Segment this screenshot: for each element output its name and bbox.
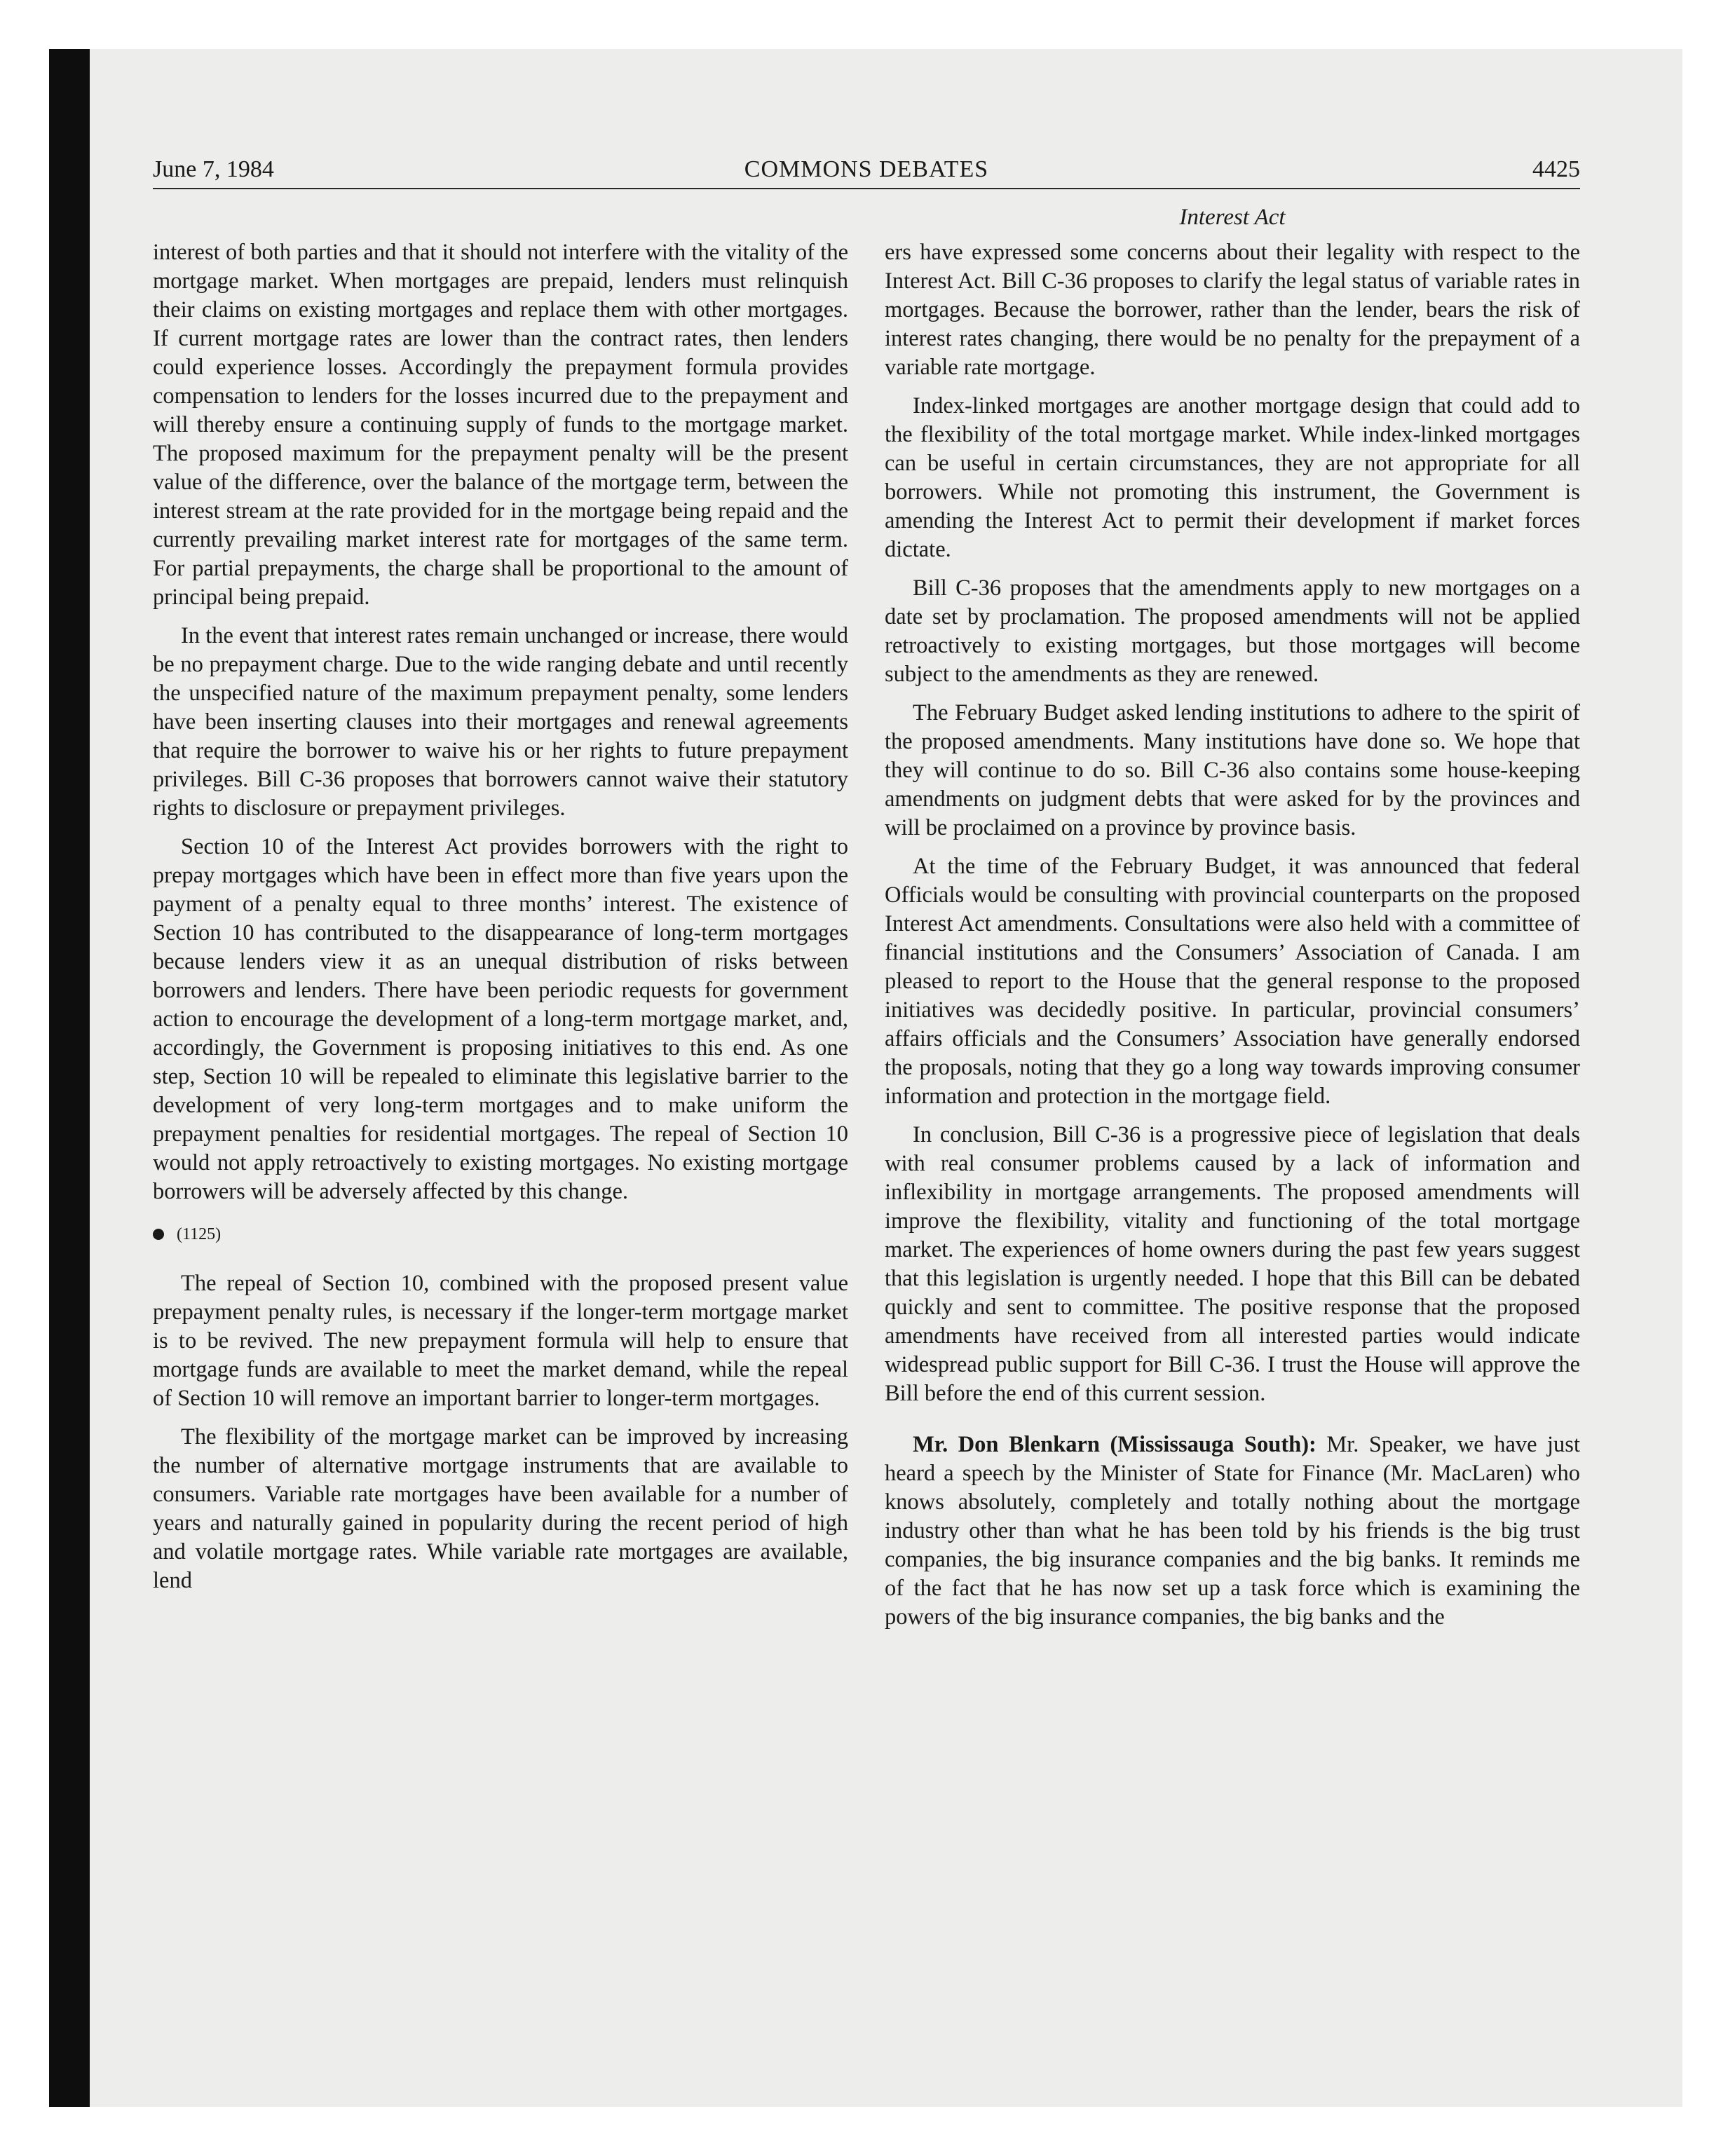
paragraph: The repeal of Section 10, combined with the proposed present value prepayment penalty rules, is necessary if the longer-term mortgage market is to be revived. The new prepayment formula will help to ensure that mortgage funds are available to meet the market demand, while the repeal of Section 10 will remove an important barrier to longer-term mortgages. — [153, 1271, 848, 1411]
paragraph: The February Budget asked lending institutions to adhere to the spirit of the proposed amendments. Many institutions have done so. We hope that they will continue to do so. Bill C-36 also contains some house-keeping amendments on judgment debts that were asked for by the provinces and will be proclaimed on a province by province basis. — [885, 700, 1580, 840]
time-marker — [153, 1220, 848, 1248]
paragraph: Section 10 of the Interest Act provides borrowers with the right to prepay mortgages which have been in effect more than five years upon the payment of a penalty equal to three months’ interest. The existence of Section 10 has contributed to the disappearance of long-term mortgages because lenders view it as an unequal distribution of risks between borrowers and lenders. There have been periodic requests for government action to encourage the development of a long-term mortgage market, and, accordingly, the Government is proposing initiatives to this end. As one step, Section 10 will be repealed to eliminate this legislative barrier to the development of very long-term mortgages and to make uniform the prepayment penalties for residential mortgages. The repeal of Section 10 would not apply retroactively to existing mortgages. No existing mortgage borrowers will be adversely affected by this change. — [153, 834, 848, 1204]
page-header — [153, 151, 1580, 189]
paragraph: Index-linked mortgages are another mortgage design that could add to the flexibility of the total mortgage market. While index-linked mortgages can be useful in certain circumstances, they are not appropriate for all borrowers. While not promoting this instrument, the Government is amending the Interest Act to permit their development if market forces dictate. — [885, 393, 1580, 562]
time-marker-label: (1125) — [177, 1225, 222, 1243]
right-column — [885, 238, 1580, 1642]
header-date: June 7, 1984 — [153, 156, 274, 182]
header-page-number: 4425 — [1532, 156, 1580, 182]
speaker-name: Mr. Don Blenkarn (Mississauga South): — [913, 1432, 1316, 1457]
header-publication: COMMONS DEBATES — [744, 156, 989, 182]
paragraph: In the event that interest rates remain unchanged or increase, there would be no prepayment charge. Due to the wide ranging debate and until recently the unspecified nature of the maximum prepayment penalty, some lenders have been inserting clauses into their mortgages and renewal agreements that require the borrower to waive his or her rights to future prepayment privileges. Bill C-36 proposes that borrowers cannot waive their statutory rights to disclosure or prepayment privileges. — [153, 623, 848, 821]
paragraph: In conclusion, Bill C-36 is a progressive piece of legislation that deals with real consumer problems caused by a lack of information and inflexibility in mortgage arrangements. The proposed amendments will improve the flexibility, vitality and functioning of the total mortgage market. The experiences of home owners during the past few years suggest that this legislation is urgently needed. I hope that this Bill can be debated quickly and sent to committee. The positive response that the proposed amendments have received from all interested parties would indicate widespread public support for Bill C-36. I trust the House will approve the Bill before the end of this current session. — [885, 1122, 1580, 1406]
section-title: Interest Act — [1179, 205, 1286, 230]
paragraph: ers have expressed some concerns about their legality with respect to the Interest Act. Bill C-36 proposes to clarify the legal status of variable rates in mortgages. Because the borrower, rather than the lender, bears the risk of interest rates changing, there would be no penalty for the prepayment of a variable rate mortgage. — [885, 240, 1580, 380]
speech-paragraph — [885, 1431, 1580, 1632]
bullet-icon — [153, 1229, 164, 1240]
paragraph: The flexibility of the mortgage market can be improved by increasing the number of alternative mortgage instruments that are available to consumers. Variable rate mortgages have been available for a number of years and naturally gained in popularity during the recent period of high and volatile mortgage rates. While variable rate mortgages are available, lend — [153, 1424, 848, 1593]
paragraph: interest of both parties and that it should not interfere with the vitality of the mortgage market. When mortgages are prepaid, lenders must relinquish their claims on existing mortgages and replace them with other mortgages. If current mortgage rates are lower than the contract rates, then lenders could experience losses. Accordingly the prepayment formula provides compensation to lenders for the losses incurred due to the prepayment and will thereby ensure a continuing supply of funds to the mortgage market. The proposed maximum for the prepayment penalty will be the present value of the difference, over the balance of the mortgage term, between the interest stream at the rate provided for in the mortgage being repaid and the currently prevailing market interest rate for mortgages of the same term. For partial prepayments, the charge shall be proportional to the amount of principal being prepaid. — [153, 240, 848, 610]
binding-edge — [49, 49, 90, 2107]
paragraph: At the time of the February Budget, it was announced that federal Officials would be consulting with provincial counterparts on the proposed Interest Act amendments. Consultations were also held with a committee of financial institutions and the Consumers’ Association of Canada. I am pleased to report to the House that the general response to the proposed initiatives was decidedly positive. In particular, provincial consumers’ affairs officials and the Consumers’ Association have generally endorsed the proposals, noting that they go a long way towards improving consumer information and protection in the mortgage field. — [885, 854, 1580, 1109]
speech-text: Mr. Speaker, we have just heard a speech by the Minister of State for Finance (Mr. MacLaren) who knows absolutely, completely and totally nothing about the mortgage industry other than what he has been told by his friends is the big trust companies, the big insurance companies and the big banks. It reminds me of the fact that he has now set up a task force which is examining the powers of the big insurance companies, the big banks and the — [885, 1432, 1580, 1630]
paragraph: Bill C-36 proposes that the amendments apply to new mortgages on a date set by proclamation. The proposed amendments will not be applied retroactively to existing mortgages, but those mortgages will become subject to the amendments as they are renewed. — [885, 575, 1580, 687]
left-column — [153, 238, 848, 1605]
